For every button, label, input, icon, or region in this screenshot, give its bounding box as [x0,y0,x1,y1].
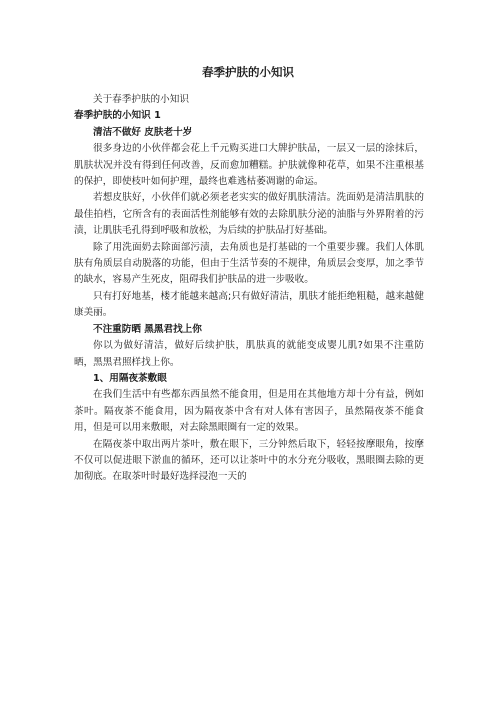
body-paragraph: 在隔夜茶中取出两片茶叶，敷在眼下，三分钟然后取下，轻轻按摩眼角，按摩不仅可以促进眼下淤血的循环，还可以让茶叶中的水分充分吸收，黑眼圈去除的更加彻底。在取茶叶时最好选择浸泡一天的 [74,438,424,483]
document-title: 春季护肤的小知识 [202,65,294,79]
section-heading: 清洁不做好 皮肤老十岁 [93,126,193,138]
body-paragraph: 关于春季护肤的小知识 [93,94,189,105]
body-paragraph: 只有打好地基，楼才能越来越高;只有做好清洁，肌肤才能拒绝粗糙，越来越健康美丽。 [74,290,424,319]
body-paragraph: 若想皮肤好，小伙伴们就必须老老实实的做好肌肤清洁。洗面奶是清洁肌肤的最佳拍档，它所含有的表面活性剂能够有效的去除肌肤分泌的油脂与外界附着的污渍，让肌肤毛孔得到呼吸和放松，为后续的护肤品打好基础。 [74,192,424,237]
section-heading: 春季护肤的小知识 1 [74,110,161,122]
section-heading: 1、用隔夜茶敷眼 [93,372,167,384]
body-paragraph: 在我们生活中有些都东西虽然不能食用，但是用在其他地方却十分有益，例如茶叶。隔夜茶不能食用，因为隔夜茶中含有对人体有害因子，虽然隔夜茶不能食用，但是可以用来敷眼，对去除黑眼圈有一定的效果。 [74,389,424,434]
body-paragraph: 除了用洗面奶去除面部污渍，去角质也是打基础的一个重要步骤。我们人体肌肤有角质层自动脱落的功能，但由于生活节奏的不规律，角质层会变厚，加之季节的缺水，容易产生死皮，阻碍我们护肤品的进一步吸收。 [74,241,424,286]
body-paragraph: 你以为做好清洁，做好后续护肤，肌肤真的就能变成婴儿肌?如果不注重防晒，黑黑君照样找上你。 [74,340,424,368]
document-body [74,92,424,486]
section-heading: 不注重防晒 黑黑君找上你 [93,323,202,335]
body-paragraph: 很多身边的小伙伴都会花上千元购买进口大牌护肤品，一层又一层的涂抹后，肌肤状况并没有得到任何改善，反而愈加糟糕。护肤就像种花草，如果不注重根基的保护，即使枝叶如何护理，最终也难逃枯萎凋谢的命运。 [74,143,424,188]
